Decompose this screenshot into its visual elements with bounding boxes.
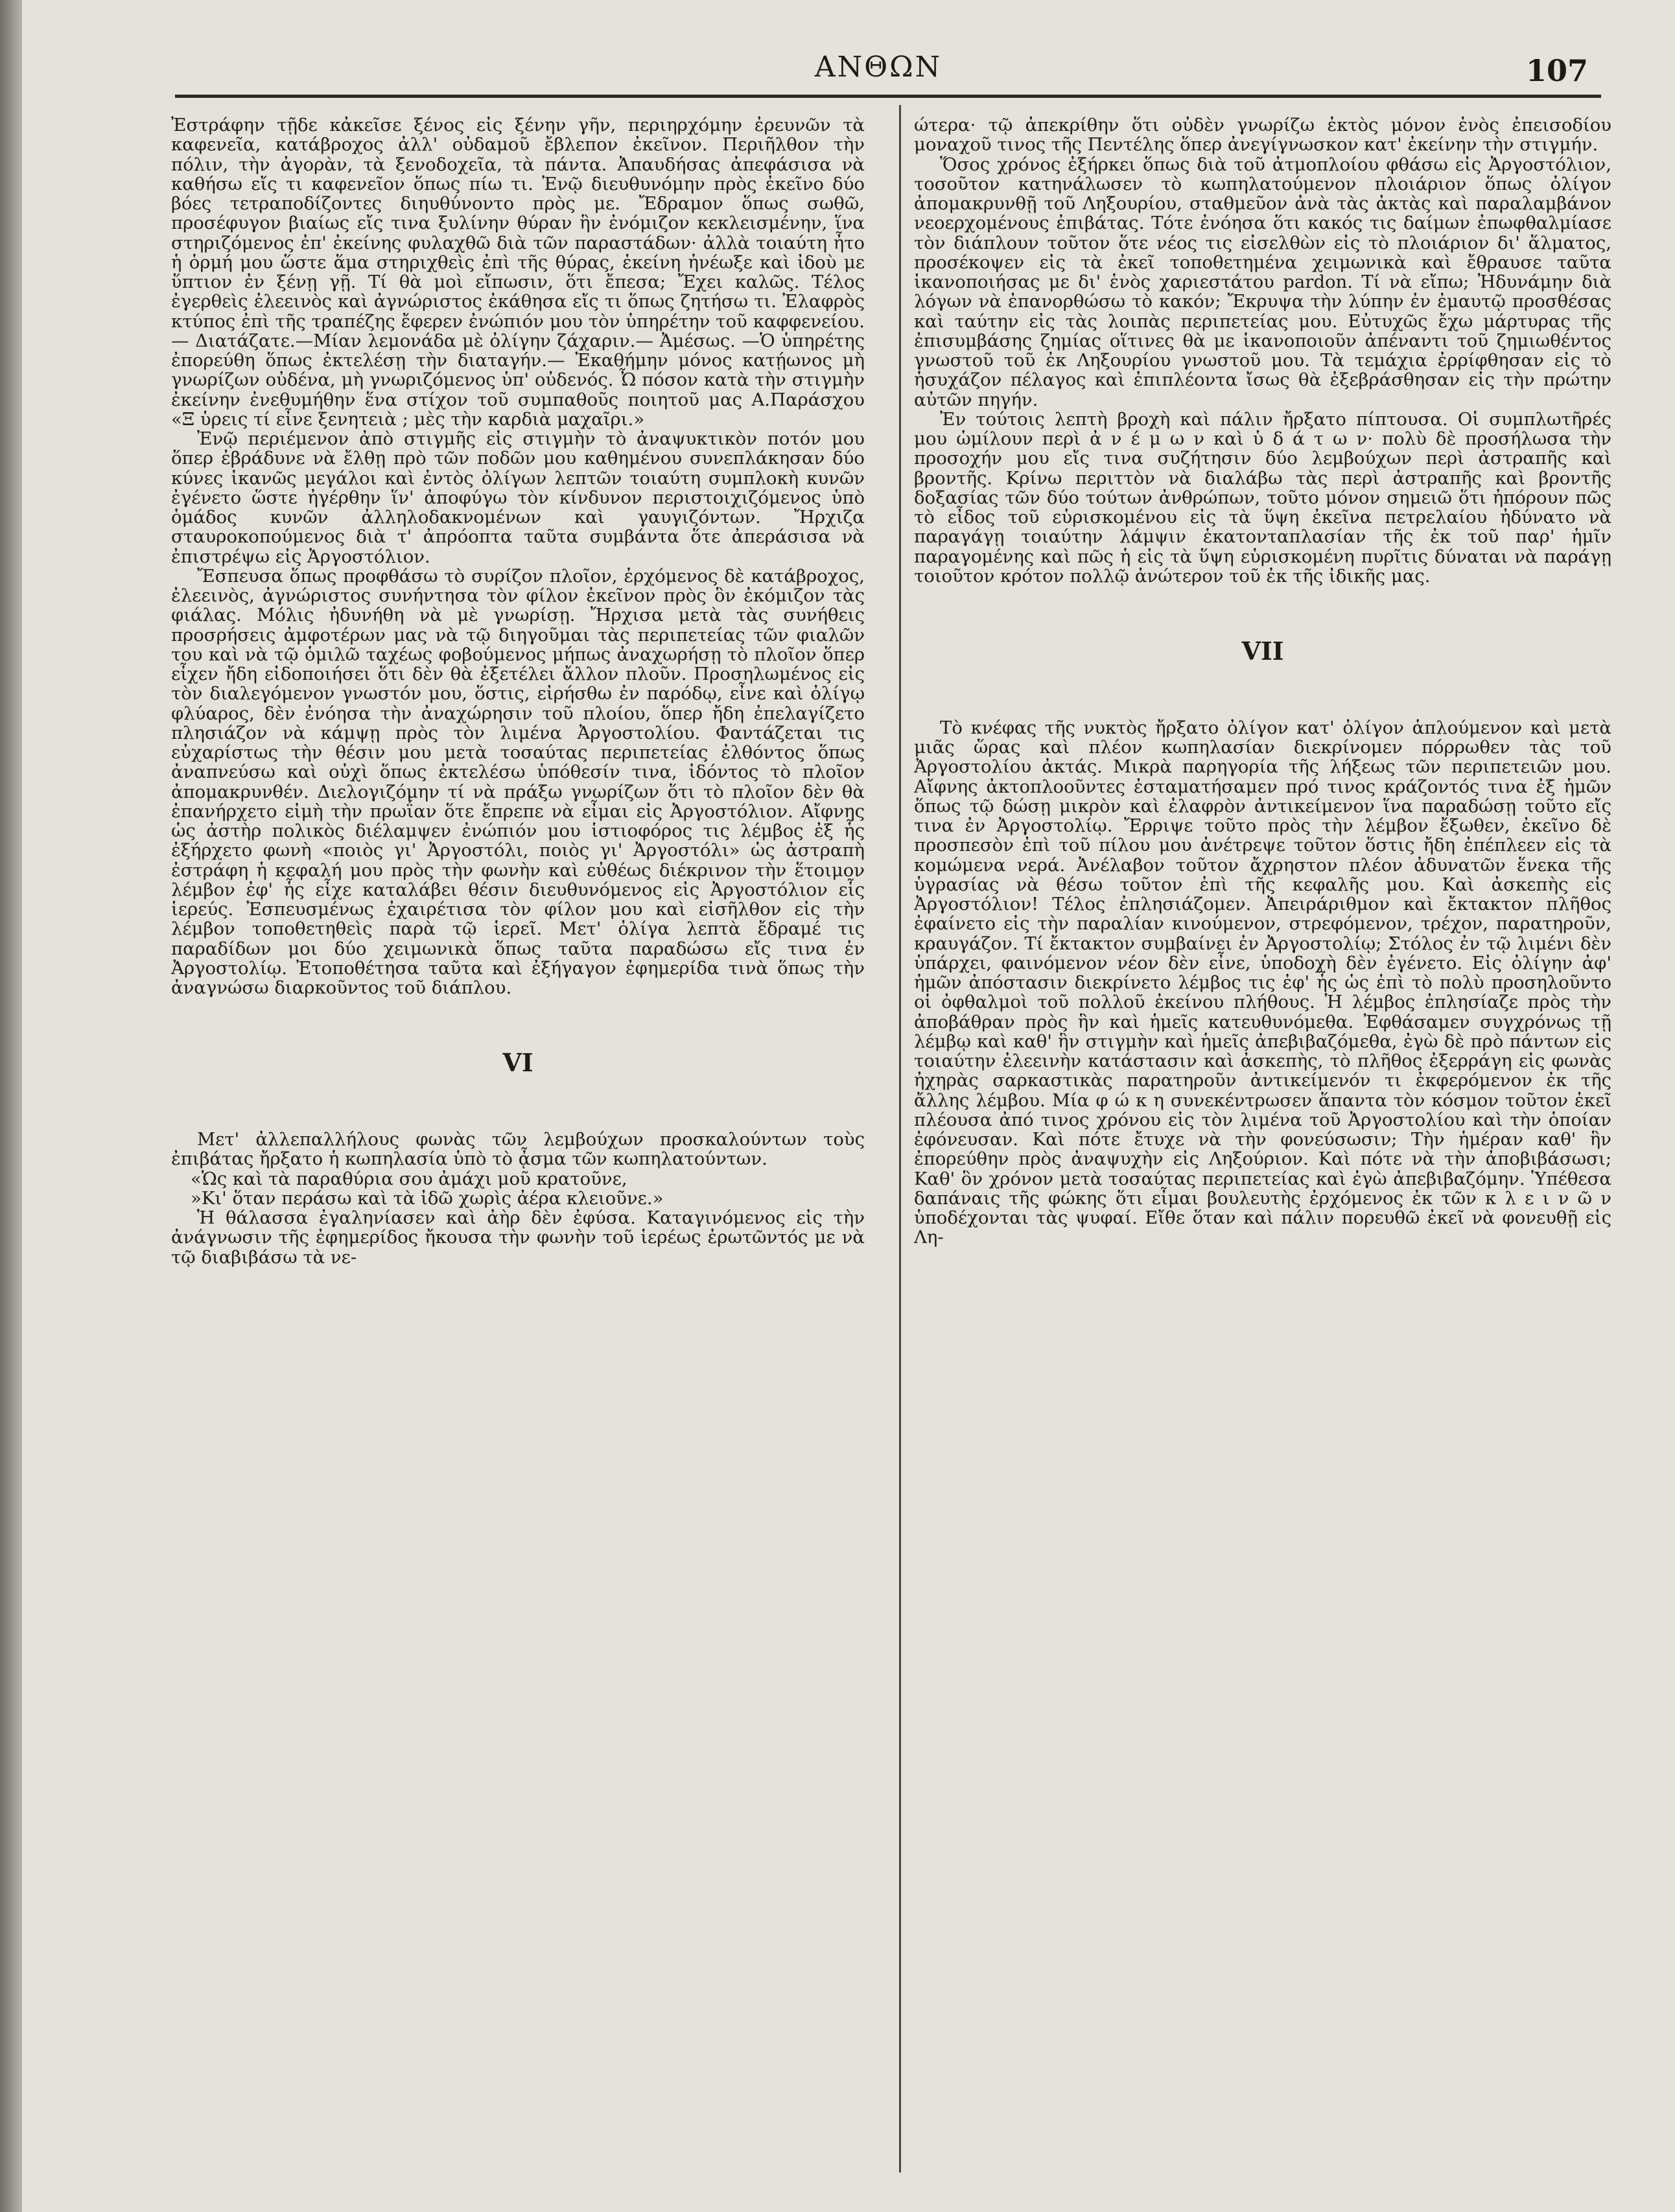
paragraph: Ἐν τούτοις λεπτὴ βροχὴ καὶ πάλιν ἤρξατο πίπτουσα. Οἱ συμπλωτῆρές μου ὡμίλουν περὶ ἀ ν έ μ ω ν καὶ ὑ δ ά τ ω ν· πολὺ δὲ προσήλωσα τὴν προσοχήν μου εἴς τινα συζήτησιν δύο λεμβούχων περὶ ἀστραπῆς καὶ βροντῆς. Κρίνω περιττὸν νὰ διαλάβω τὰς περὶ ἀστραπῆς καὶ βροντῆς δοξασίας τῶν δύο τούτων ἀνθρώπων, τοῦτο μόνον σημειῶ ὅτι ἠπόρουν πῶς τὸ εἶδος τοῦ εὑρισκομένου εἰς τὰ ὕψη ἐκεῖνα πετρελαίου ἠδύνατο νὰ παραγάγῃ τοιαύτην λάμψιν ἑκατονταπλασίαν τῆς ἐκ τοῦ παρ' ἡμῖν παραγομένης καὶ πῶς ἡ εἰς τὰ ὕψη εὑρισκομένη πυρῖτις δύναται νὰ παράγῃ τοιοῦτον κρότον πολλῷ ἀνώτερον τοῦ ἐκ τῆς ἰδικῆς μας. — [914, 408, 1611, 587]
section-heading-vi: VI — [502, 1048, 533, 1078]
header-rule — [175, 95, 1601, 98]
verse-line: «Ὡς καὶ τὰ παραθύρια σου ἀμάχι μοῦ κρατοῦνε, — [191, 1168, 627, 1189]
section-heading-vii: VII — [1241, 636, 1284, 666]
binding-shadow — [0, 0, 22, 2212]
page-number: 107 — [1525, 53, 1588, 88]
column-divider — [899, 105, 901, 2172]
paragraph: Ἐνῷ περιέμενον ἀπὸ στιγμῆς εἰς στιγμὴν τὸ ἀναψυκτικὸν ποτόν μου ὅπερ ἐβράδυνε νὰ ἔλθῃ πρὸ τῶν ποδῶν μου καθημένου συνεπλάκησαν δύο κύνες ἱκανῶς μεγάλοι καὶ ἐντὸς ὀλίγων λεπτῶν τοιαύτη συμπλοκὴ κυνῶν ἐγένετο ὥστε ἠγέρθην ἵν' ἀποφύγω τὸν κίνδυνον περιστοιχιζόμενος ὑπὸ ὁμάδος κυνῶν ἀλληλοδακνομένων καὶ γαυγιζόντων. Ἤρχιζα σταυροκοπούμενος διὰ τ' ἀπρόοπτα ταῦτα συμβάντα ὅτε ἀπεράσισα νὰ ἐπιστρέψω εἰς Ἀργοστόλιον. — [171, 428, 865, 567]
paragraph: Μετ' ἀλλεπαλλήλους φωνὰς τῶν λεμβούχων προσκαλούντων τοὺς ἐπιβάτας ἤρξατο ἡ κωπηλασία ὑπὸ τὸ ᾆσμα τῶν κωπηλατούντων. — [171, 1129, 865, 1170]
verse-line: »Κι' ὅταν περάσω καὶ τὰ ἰδῶ χωρὶς ἀέρα κλειοῦνε.» — [191, 1187, 664, 1209]
paragraph: Ἡ θάλασσα ἐγαληνίασεν καὶ ἀὴρ δὲν ἐφύσα. Καταγινόμενος εἰς τὴν ἀνάγνωσιν τῆς ἐφημερίδος ἤκουσα τὴν φωνὴν τοῦ ἱερέως ἐρωτῶντός με νὰ τῷ διαβιβάσω τὰ νε- — [171, 1207, 865, 1268]
paragraph: Ὅσος χρόνος ἐξήρκει ὅπως διὰ τοῦ ἀτμοπλοίου φθάσω εἰς Ἀργοστόλιον, τοσοῦτον κατηνάλωσεν τὸ κωπηλατούμενον πλοιάριον ὅπως ὀλίγον ἀπομακρυνθῇ τοῦ Ληξουρίου, σταθμεῦον ἀνὰ τὰς ἀκτὰς καὶ παραλαμβάνον νεοερχομένους ἐπιβάτας. Τότε ἐνόησα ὅτι κακός τις δαίμων ἐπωφθαλμίασε τὸν διάπλουν τοῦτον ὅτε νέος τις εἰσελθὼν εἰς τὸ πλοιάριον δι' ἅλματος, προσέκοψεν εἰς τὰ ἐκεῖ τοποθετημένα χειμωνικὰ καὶ ἔθραυσε ταῦτα ἱκανοποιήσας με δι' ἑνὸς χαριεστάτου pardon. Τί νὰ εἴπω; Ἠδυνάμην διὰ λόγων νὰ ἐπανορθώσω τὸ κακόν; Ἔκρυψα τὴν λύπην ἐν ἐμαυτῷ προσθέσας καὶ ταύτην εἰς τὰς λοιπὰς περιπετείας μου. Εὐτυχῶς ἔχω μάρτυρας τῆς ἐπισυμβάσης ζημίας οἵτινες θὰ με ἱκανοποιοῦν ἀπέναντι τοῦ ζημιωθέντος γνωστοῦ τοῦ ἐκ Ληξουρίου γνωστοῦ μου. Τὰ τεμάχια ἐρρίφθησαν εἰς τὸ ἡσυχάζον πέλαγος καὶ ἐπιπλέοντα ἴσως θὰ ἐξεβράσθησαν εἰς τὴν πρώτην αὐτῶν πηγήν. — [914, 154, 1611, 410]
paragraph: Ἐστράφην τῇδε κἀκεῖσε ξένος εἰς ξένην γῆν, περιηρχόμην ἐρευνῶν τὰ καφενεῖα, κατάβροχος ἀλλ' οὐδαμοῦ ἔβλεπον ἐκεῖνον. Περιῆλθον τὴν πόλιν, τὴν ἀγορὰν, τὰ ξενοδοχεῖα, τὰ πάντα. Ἀπαυδήσας ἀπεφάσισα νὰ καθήσω εἴς τι καφενεῖον ὅπως πίω τι. Ἐνῷ διευθυνόμην πρὸς ἐκεῖνο δύο βόες τετραποδίζοντες διηυθύνοντο πρὸς με. Ἔδραμον ὅπως σωθῶ, προσέφυγον βιαίως εἴς τινα ξυλίνην θύραν ἣν ἐνόμιζον κεκλεισμένην, ἵνα στηριζόμενος ἐπ' ἐκείνης φυλαχθῶ διὰ τῶν παραστάδων· ἀλλὰ τοιαύτη ἦτο ἡ ὁρμή μου ὥστε ἅμα στηριχθεὶς ἐπὶ τῆς θύρας, ἐκείνη ἠνέωξε καὶ ἰδοὺ με ὕπτιον ἐν ξένῃ γῇ. Τί θὰ μοὶ εἴπωσιν, ὅτι ἔπεσα; Ἔχει καλῶς. Τέλος ἐγερθεὶς ἐλεεινὸς καὶ ἀγνώριστος ἐκάθησα εἴς τι ὅπως ζητήσω τι. Ἐλαφρὸς κτύπος ἐπὶ τῆς τραπέζης ἔφερεν ἐνώπιόν μου τὸν ὑπηρέτην τοῦ καφφενείου.— Διατάζατε.—Μίαν λεμονάδα μὲ ὀλίγην ζάχαριν.— Ἀμέσως. —Ὁ ὑπηρέτης ἐπορεύθη ὅπως ἐκτελέσῃ τὴν διαταγήν.— Ἐκαθήμην μόνος κατῄωνος μὴ γνωρίζων οὐδένα, μὴ γνωριζόμενος ὑπ' οὐδενός. Ὦ πόσον κατὰ τὴν στιγμὴν ἐκείνην ἐνεθυμήθην ἕνα στίχον τοῦ συμπαθοῦς ποιητοῦ μας Α.Παράσχου «Ξ ὑρεις τί εἶνε ξενητειὰ ; μὲς τὴν καρδιὰ μαχαῖρι.» — [171, 115, 865, 430]
left-column — [171, 115, 865, 1267]
paragraph: Τὸ κνέφας τῆς νυκτὸς ἤρξατο ὀλίγον κατ' ὀλίγον ἁπλούμενον καὶ μετὰ μιᾶς ὥρας καὶ πλέον κωπηλασίαν διεκρίνομεν πόρρωθεν τὰς τοῦ Ἀργοστολίου ἀκτάς. Μικρὰ παρηγορία τῆς λήξεως τῶν περιπετειῶν μου. Αἴφνης ἀκτοπλοοῦντες ἐσταματήσαμεν πρό τινος κράζοντός τινα ἐξ ἡμῶν ὅπως τῷ δώσῃ μικρὸν καὶ ἐλαφρὸν ἀντικείμενον ἵνα παραδώσῃ τοῦτο εἴς τινα ἐν Ἀργοστολίῳ. Ἔρριψε τοῦτο πρὸς τὴν λέμβον ἔξωθεν, ἐκεῖνο δὲ προσπεσὸν ἐπὶ τοῦ πίλου μου ἀνέτρεψε τοῦτον ὅστις ἤδη ἐπέπλεεν εἰς τὰ κομώμενα νερά. Ἀνέλαβον τοῦτον ἄχρηστον πλέον ἀδυνατῶν ἕνεκα τῆς ὑγρασίας νὰ θέσω τοῦτον ἐπὶ τῆς κεφαλῆς μου. Καὶ ἀσκεπὴς εἰς Ἀργοστόλιον! Τέλος ἐπλησιάζομεν. Ἀπειράριθμον καὶ ἔκτακτον πλῆθος ἐφαίνετο εἰς τὴν παραλίαν κινούμενον, στρεφόμενον, τρέχον, παρατηροῦν, κραυγάζον. Τί ἔκτακτον συμβαίνει ἐν Ἀργοστολίῳ; Στόλος ἐν τῷ λιμένι δὲν ὑπάρχει, φαινόμενον νέον δὲν εἶνε, ὑποδοχὴ δὲν ἐγένετο. Εἰς ὀλίγην ἀφ' ἡμῶν ἀπόστασιν διεκρίνετο λέμβος τις ἐφ' ἧς ὡς ἐπὶ τὸ πολὺ προσηλοῦντο οἱ ὀφθαλμοὶ τοῦ πολλοῦ ἐκείνου πλήθους. Ἡ λέμβος ἐπλησίαζε πρὸς τὴν ἀποβάθραν πρὸς ἣν καὶ ἡμεῖς κατευθυνόμεθα. Ἐφθάσαμεν συγχρόνως τῇ λέμβῳ καὶ καθ' ἣν στιγμὴν καὶ ἡμεῖς ἀπεβιβαζόμεθα, ἐγὼ δὲ πρὸ πάντων εἰς τοιαύτην ἐλεεινὴν κατάστασιν καὶ ἀσκεπὴς, τὸ πλῆθος ἐξερράγη εἰς φωνὰς ἠχηρὰς σαρκαστικὰς παρατηροῦν ἀντικείμενόν τι ἐκφερόμενον ἐκ τῆς ἄλλης λέμβου. Μία φ ώ κ η συνεκέντρωσεν ἅπαντα τὸν κόσμον τοῦτον ἐκεῖ πλέουσα ἀπό τινος χρόνου εἰς τὸν λιμένα τοῦ Ἀργοστολίου καὶ τὴν ὁποίαν ἐφόνευσαν. Καὶ πότε ἔτυχε νὰ τὴν φονεύσωσιν; Τὴν ἡμέραν καθ' ἣν ἐπορεύθην πρὸς ἀναψυχὴν εἰς Ληξούριον. Καὶ πότε νὰ τὴν ἀποβιβάσωσι; Καθ' ὃν χρόνον μετὰ τοσαύτας περιπετείας καὶ ἐγὼ ἀπεβιβαζόμην. Ὑπέθεσα δαπάναις τῆς φώκης ὅτι εἶμαι βουλευτὴς ἐρχόμενος ἐκ τῶν κ λ ε ι ν ῶ ν ὑποδέχονται τὰς ψυφαί. Εἴθε ὅταν καὶ πάλιν πορευθῶ ἐκεῖ νὰ φονευθῇ εἰς Λη- — [914, 717, 1611, 1248]
running-title: ΑΝΘΩΝ — [814, 51, 943, 84]
paragraph: Ἔσπευσα ὅπως προφθάσω τὸ συρίζον πλοῖον, ἐρχόμενος δὲ κατάβροχος, ἐλεεινὸς, ἀγνώριστος συνήντησα τὸν φίλον ἐκεῖνον πρὸς ὃν ἐκόμιζον τὰς φιάλας. Μόλις ἠδυνήθη νὰ μὲ γνωρίσῃ. Ἤρχισα μετὰ τὰς συνήθεις προσρήσεις ἀμφοτέρων μας νὰ τῷ διηγοῦμαι τὰς περιπετείας τῶν φιαλῶν του καὶ νὰ τῷ ὁμιλῶ ταχέως φοβούμενος μήπως ἀναχωρήσῃ τὸ πλοῖον ὅπερ εἶχεν ἤδη εἰδοποιήσει ὅτι δὲν θὰ ἐξετέλει ἄλλον πλοῦν. Προσηλωμένος εἰς τὸν διαλεγόμενον γνωστόν μου, ὅστις, εἰρήσθω ἐν παρόδῳ, εἶνε καὶ ὀλίγῳ φλύαρος, δὲν ἐνόησα τὴν ἀναχώρησιν τοῦ πλοίου, ὅπερ ἤδη ἐπελαγίζετο πλησιάζον νὰ κάμψῃ πρὸς τὸν λιμένα Ἀργοστολίου. Φαντάζεται τις εὐχαρίστως τὴν θέσιν μου μετὰ τοσαύτας περιπετείας ἐλθόντος ὅπως ἀναπνεύσω καὶ οὐχὶ ὅπως ἐκτελέσω ὑπόθεσίν τινα, ἰδόντος τὸ πλοῖον ἀπομακρυνθέν. Διελογιζόμην τί νὰ πράξω γνωρίζων ὅτι τὸ πλοῖον δὲν θὰ ἐπανήρχετο εἰμὴ τὴν πρωΐαν ὅτε ἔπρεπε νὰ εἶμαι εἰς Ἀργοστόλιον. Αἴφνης ὡς ἀστὴρ πολικὸς διέλαμψεν ἐνώπιόν μου ἱστιοφόρος τις λέμβος ἐξ ἧς ἐξήρχετο φωνὴ «ποιὸς γι' Ἀργοστόλι, ποιὸς γι' Ἀργοστόλι» ὡς ἀστραπὴ ἐστράφη ἡ κεφαλή μου πρὸς τὴν φωνὴν καὶ εὐθέως διέκρινον τὴν ἕτοιμον λέμβον ἐφ' ἧς εἶχε καταλάβει θέσιν διευθυνόμενος εἰς Ἀργοστόλιον εἷς ἱερεύς. Ἐσπευσμένως ἐχαιρέτισα τὸν φίλον μου καὶ εἰσῆλθον εἰς τὴν λέμβον τοποθετηθεὶς παρὰ τῷ ἱερεῖ. Μετ' ὀλίγα λεπτὰ ἔδραμέ τις παραδίδων μοι δύο χειμωνικὰ ὅπως ταῦτα παραδώσω εἴς τινα ἐν Ἀργοστολίῳ. Ἐτοποθέτησα ταῦτα καὶ ἐξήγαγον ἐφημερίδα τινὰ ὅπως τὴν ἀναγνώσω διαρκοῦντος τοῦ διάπλου. — [171, 565, 865, 998]
paragraph: ώτερα· τῷ ἀπεκρίθην ὅτι οὐδὲν γνωρίζω ἐκτὸς μόνον ἑνὸς ἐπεισοδίου μοναχοῦ τινος τῆς Πεντέλης ὅπερ ἀνεγίγνωσκον κατ' ἐκείνην τὴν στιγμήν. — [914, 115, 1611, 156]
right-column — [914, 115, 1611, 1248]
